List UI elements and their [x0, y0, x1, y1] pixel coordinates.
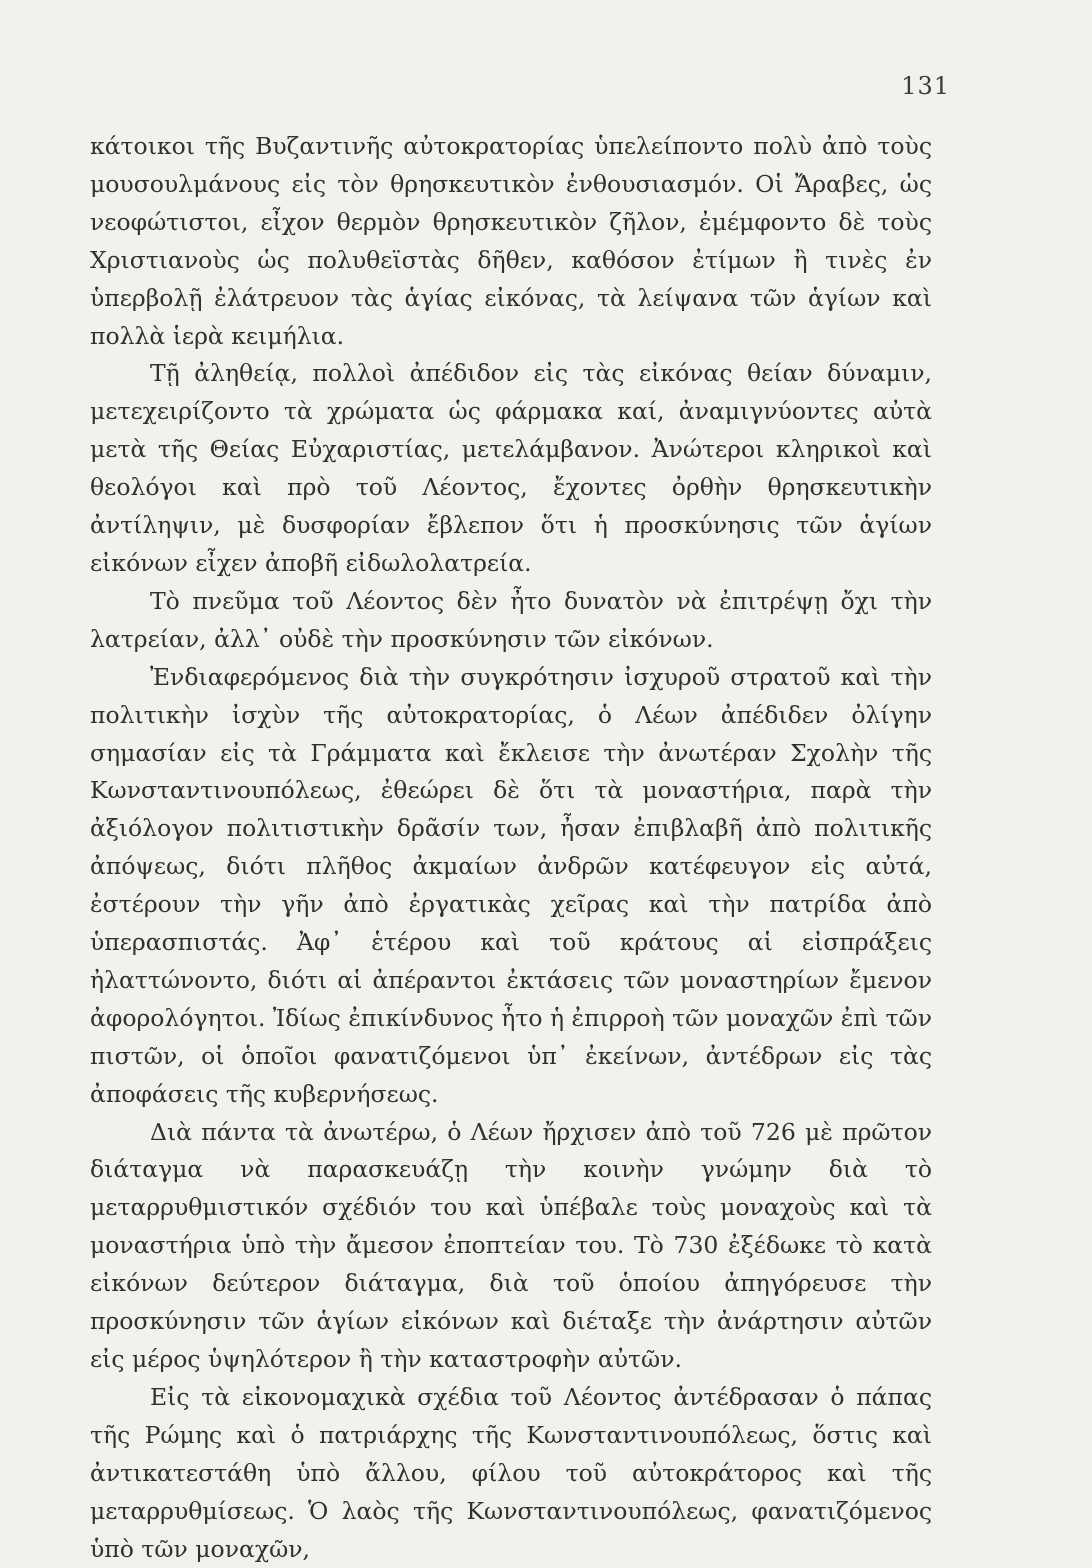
paragraph-3: Τὸ πνεῦμα τοῦ Λέοντος δὲν ἦτο δυνατὸν νὰ ἐπιτρέψῃ ὄχι τὴν λατρείαν, ἀλλ᾽ οὐδὲ τὴν προσκύνησιν τῶν εἰκόνων. [90, 586, 932, 653]
paragraph-2: Τῇ ἀληθείᾳ, πολλοὶ ἀπέδιδον εἰς τὰς εἰκόνας θείαν δύναμιν, μετεχειρίζοντο τὰ χρώματα ὡς φάρμακα καί, ἀναμιγνύοντες αὐτὰ μετὰ τῆς Θείας Εὐχαριστίας, μετελάμβανον. Ἀνώτεροι κληρικοὶ καὶ θεολόγοι καὶ πρὸ τοῦ Λέοντος, ἔχοντες ὀρθὴν θρησκευτικὴν ἀντίληψιν, μὲ δυσφορίαν ἔβλεπον ὅτι ἡ προσκύνησις τῶν ἁγίων εἰκόνων εἶχεν ἀποβῆ εἰδωλολατρεία. [90, 359, 932, 577]
body-text [90, 128, 932, 1568]
paragraph-5: Διὰ πάντα τὰ ἀνωτέρω, ὁ Λέων ἤρχισεν ἀπὸ τοῦ 726 μὲ πρῶτον διάταγμα νὰ παρασκευάζῃ τὴν κοινὴν γνώμην διὰ τὸ μεταρρυθμιστικόν σχέδιόν του καὶ ὑπέβαλε τοὺς μοναχοὺς καὶ τὰ μοναστήρια ὑπὸ τὴν ἄμεσον ἐποπτείαν του. Τὸ 730 ἐξέδωκε τὸ κατὰ εἰκόνων δεύτερον διάταγμα, διὰ τοῦ ὁποίου ἀπηγόρευσε τὴν προσκύνησιν τῶν ἁγίων εἰκόνων καὶ διέταξε τὴν ἀνάρτησιν αὐτῶν εἰς μέρος ὑψηλότερον ἢ τὴν καταστροφὴν αὐτῶν. [90, 1117, 932, 1373]
paragraph-4: Ἐνδιαφερόμενος διὰ τὴν συγκρότησιν ἰσχυροῦ στρατοῦ καὶ τὴν πολιτικὴν ἰσχὺν τῆς αὐτοκρατορίας, ὁ Λέων ἀπέδιδεν ὀλίγην σημασίαν εἰς τὰ Γράμματα καὶ ἔκλεισε τὴν ἀνωτέραν Σχολὴν τῆς Κωνσταντινουπόλεως, ἐθεώρει δὲ ὅτι τὰ μοναστήρια, παρὰ τὴν ἀξιόλογον πολιτιστικὴν δρᾶσίν των, ἦσαν ἐπιβλαβῆ ἀπὸ πολιτικῆς ἀπόψεως, διότι πλῆθος ἀκμαίων ἀνδρῶν κατέφευγον εἰς αὐτά, ἐστέρουν τὴν γῆν ἀπὸ ἐργατικὰς χεῖρας καὶ τὴν πατρίδα ἀπὸ ὑπερασπιστάς. Ἀφ᾽ ἑτέρου καὶ τοῦ κράτους αἱ εἰσπράξεις ἠλαττώνοντο, διότι αἱ ἀπέραντοι ἐκτάσεις τῶν μοναστηρίων ἔμενον ἀφορολόγητοι. Ἰδίως ἐπικίνδυνος ἦτο ἡ ἐπιρροὴ τῶν μοναχῶν ἐπὶ τῶν πιστῶν, οἱ ὁποῖοι φανατιζόμενοι ὑπ᾽ ἐκείνων, ἀντέδρων εἰς τὰς ἀποφάσεις τῆς κυβερνήσεως. [90, 662, 932, 1108]
page-number: 131 [901, 72, 950, 100]
paragraph-1: κάτοικοι τῆς Βυζαντινῆς αὐτοκρατορίας ὑπελείποντο πολὺ ἀπὸ τοὺς μουσουλμάνους εἰς τὸν θρησκευτικὸν ἐνθουσιασμόν. Οἱ Ἄραβες, ὡς νεοφώτιστοι, εἶχον θερμὸν θρησκευτικὸν ζῆλον, ἐμέμφοντο δὲ τοὺς Χριστιανοὺς ὡς πολυθεϊστὰς δῆθεν, καθόσον ἐτίμων ἢ τινὲς ἐν ὑπερβολῇ ἐλάτρευον τὰς ἁγίας εἰκόνας, τὰ λείψανα τῶν ἁγίων καὶ πολλὰ ἱερὰ κειμήλια. [90, 132, 932, 350]
paragraph-6: Εἰς τὰ εἰκονομαχικὰ σχέδια τοῦ Λέοντος ἀντέδρασαν ὁ πάπας τῆς Ρώμης καὶ ὁ πατριάρχης τῆς Κωνσταντινουπόλεως, ὅστις καὶ ἀντικατεστάθη ὑπὸ ἄλλου, φίλου τοῦ αὐτοκράτορος καὶ τῆς μεταρρυθμίσεως. Ὁ λαὸς τῆς Κωνσταντινουπόλεως, φανατιζόμενος ὑπὸ τῶν μοναχῶν, [90, 1382, 932, 1563]
